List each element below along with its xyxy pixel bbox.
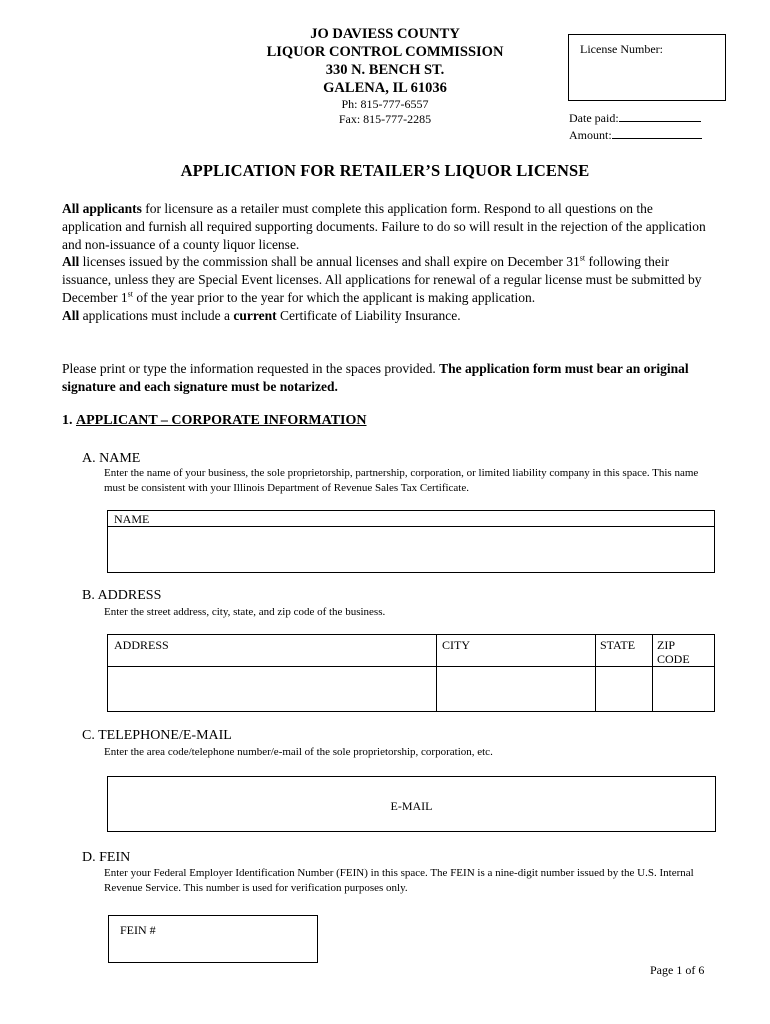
fein-instructions: Enter your Federal Employer Identification Number (FEIN) in this space. The FEIN is a nine-digit number issued by the U.S. Internal Revenue Service. This number is used for verification purposes only.	[104, 867, 694, 894]
address-heading: B. ADDRESS	[82, 588, 162, 603]
state-col-label: STATE	[600, 638, 636, 652]
intro-p3: All applications must include a current Certificate of Liability Insurance.	[62, 307, 461, 323]
page-title: APPLICATION FOR RETAILER’S LIQUOR LICENSE	[180, 161, 590, 180]
name-instructions: Enter the name of your business, the sole proprietorship, partnership, corporation, or limited liability company in this space. This name must be consistent with your Illinois Department of Revenue Sales Tax Certificate.	[104, 467, 699, 494]
intro-paragraphs	[62, 200, 712, 325]
address-table	[107, 634, 715, 712]
payment-fields	[569, 109, 702, 143]
amount-line[interactable]	[612, 126, 702, 139]
date-paid-line[interactable]	[619, 109, 701, 122]
city-col-label: CITY	[442, 638, 470, 652]
fein-field[interactable]	[108, 915, 318, 963]
license-number-box[interactable]	[568, 34, 726, 101]
intro-p4: Please print or type the information requested in the spaces provided. The application form must bear an original signature and each signature must be notarized.	[62, 361, 689, 394]
header-phone: Ph: 815-777-6557	[341, 97, 429, 111]
commission-header	[200, 25, 570, 127]
name-field[interactable]	[107, 510, 715, 573]
name-field-label: NAME	[114, 512, 150, 526]
header-commission: LIQUOR CONTROL COMMISSION	[266, 44, 504, 60]
name-field-divider	[108, 526, 714, 527]
header-county: JO DAVIESS COUNTY	[310, 26, 460, 42]
state-input-cell[interactable]	[596, 667, 652, 712]
zip-col-label: ZIP CODE	[657, 638, 690, 666]
zip-input-cell[interactable]	[653, 667, 714, 712]
name-heading: A. NAME	[82, 451, 141, 466]
header-street: 330 N. BENCH ST.	[325, 62, 445, 78]
license-number-label: License Number:	[580, 42, 663, 56]
address-instructions: Enter the street address, city, state, and zip code of the business.	[104, 606, 386, 618]
telephone-heading: C. TELEPHONE/E-MAIL	[82, 728, 232, 743]
city-input-cell[interactable]	[437, 667, 595, 712]
amount-label: Amount:	[569, 128, 612, 142]
fein-field-label: FEIN #	[120, 923, 156, 937]
fein-heading: D. FEIN	[82, 850, 131, 865]
email-field-label: E-MAIL	[390, 799, 433, 813]
telephone-instructions: Enter the area code/telephone number/e-mail of the sole proprietorship, corporation, etc.	[104, 746, 493, 758]
address-col-label: ADDRESS	[114, 638, 169, 652]
address-input-cell[interactable]	[108, 667, 436, 712]
header-city: GALENA, IL 61036	[323, 80, 447, 96]
section-1-heading: 1. APPLICANT – CORPORATE INFORMATION	[62, 413, 367, 428]
header-fax: Fax: 815-777-2285	[338, 112, 432, 126]
page-number: Page 1 of 6	[650, 963, 705, 977]
intro-p2: All licenses issued by the commission shall be annual licenses and shall expire on December 31st following their issuance, unless they are Special Event licenses. All applications for renewal of a regular license must be submitted by December 1st of the year prior to the year for which the applicant is making application.	[62, 253, 702, 305]
intro-p1: All applicants for licensure as a retailer must complete this application form. Respond to all questions on the application and furnish all required supporting documents. Failure to do so will result in the rejection of the application and non-issuance of a county liquor license.	[62, 201, 706, 252]
date-paid-label: Date paid:	[569, 111, 619, 125]
telephone-email-field[interactable]	[107, 776, 716, 832]
